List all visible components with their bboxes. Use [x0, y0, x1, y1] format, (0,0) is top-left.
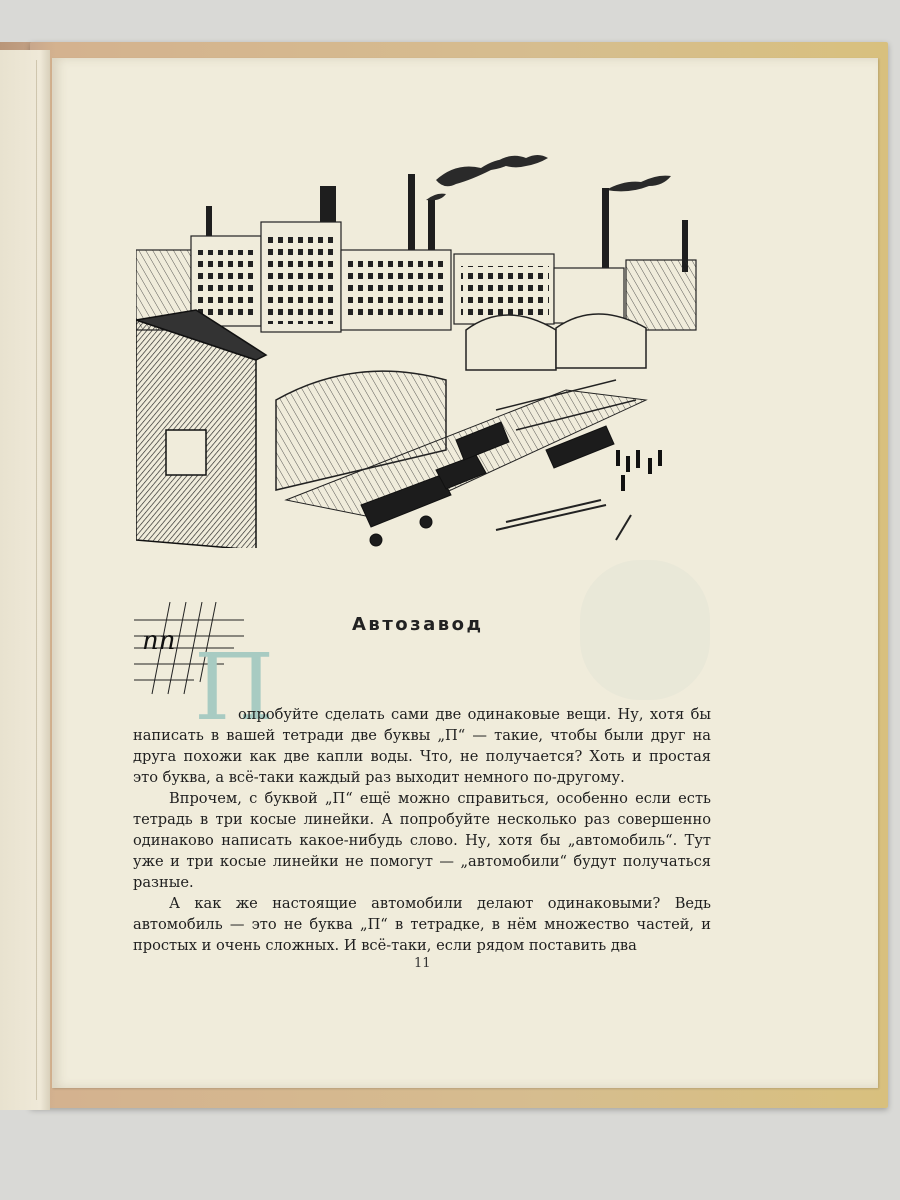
chapter-title: Автозавод	[352, 614, 484, 635]
workers	[616, 450, 662, 491]
drop-cap: П	[194, 634, 275, 741]
paragraph-1: опробуйте сделать сами две одинаковые вещи. Ну, хотя бы написать в вашей тетради две буквы „П“ — такие, чтобы были друг на друга похожи как две капли воды. Что, не получается? Хоть и простая это буква, а всё-таки каждый раз выходит немного по-другому.	[133, 706, 711, 786]
factory-illustration	[136, 150, 702, 548]
paragraph-3: А как же настоящие автомобили делают одинаковыми? Ведь автомобиль — это не буква „П“ в тетрадке, в нём множество частей, и простых и очень сложных. И всё-таки, если рядом поставить два	[133, 895, 711, 954]
smoke-plumes	[426, 155, 671, 200]
show-through-shadow	[580, 560, 710, 700]
left-page-edge	[0, 50, 50, 1110]
page-number: 11	[414, 956, 431, 971]
paragraph-2: Впрочем, с буквой „П“ ещё можно справиться, особенно если есть тетрадь в три косые линейки. А попробуйте несколько раз совершенно одинаково написать какое-нибудь слово. Ну, хотя бы „автомобиль“. Тут уже и три косые линейки не помогут — „автомобили“ будут получаться разные.	[133, 790, 711, 891]
body-text	[133, 704, 711, 956]
left-page-crease	[36, 60, 37, 1100]
handwriting-sample: пп	[142, 626, 176, 656]
timber-pile	[496, 500, 631, 540]
foreground-building	[136, 310, 266, 548]
